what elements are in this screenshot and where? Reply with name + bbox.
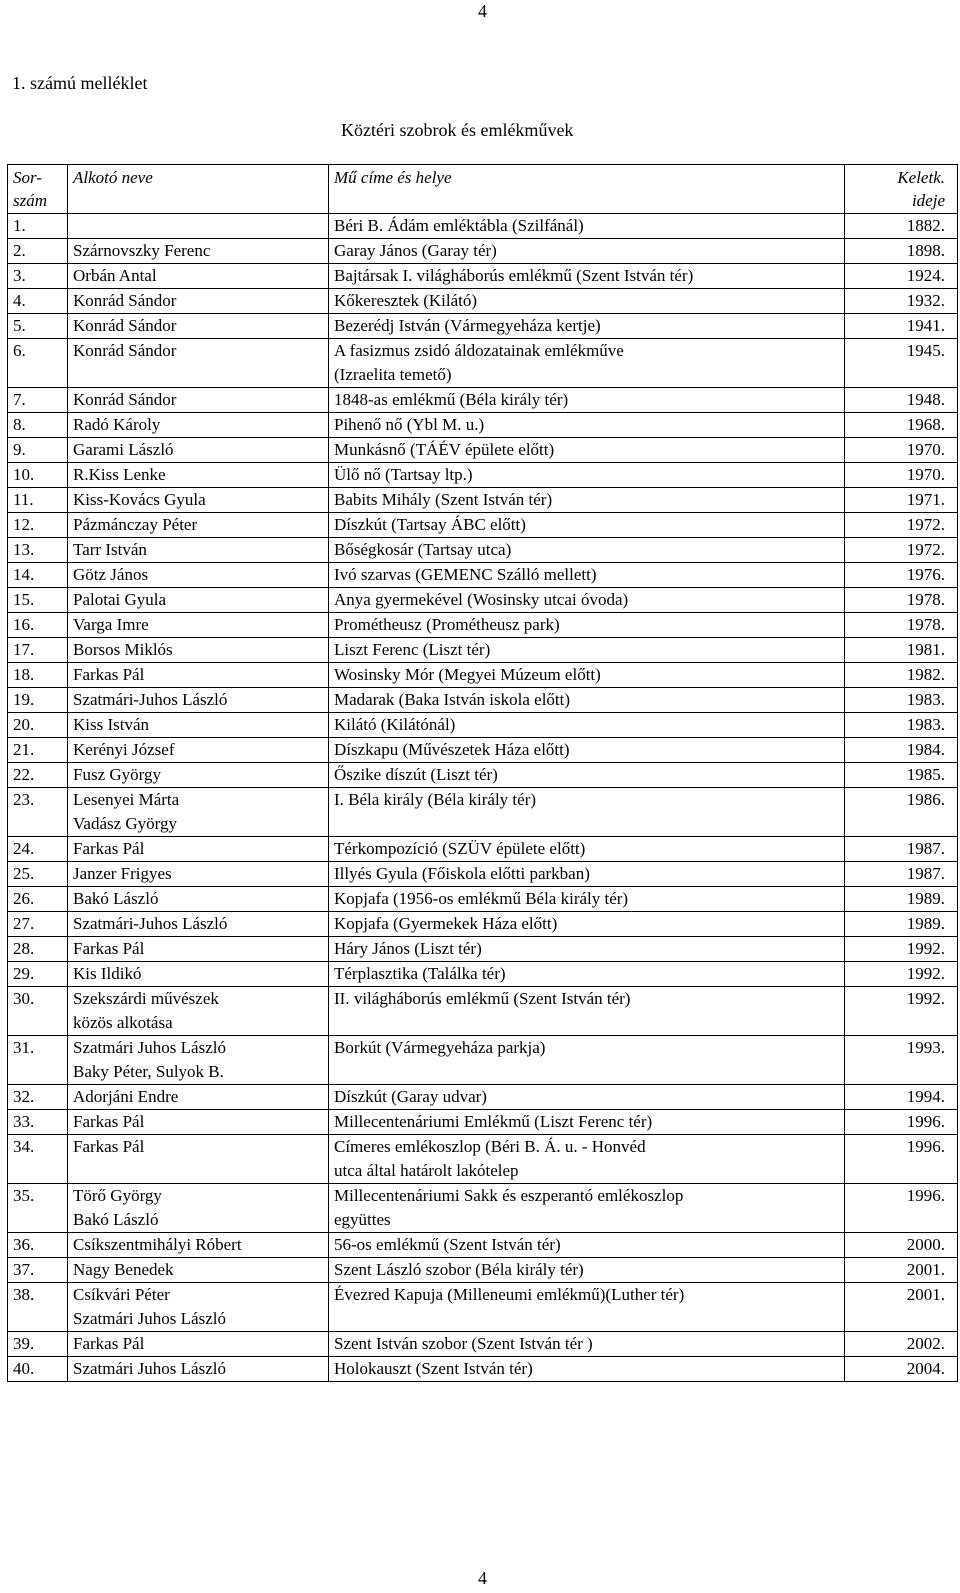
work-title: Madarak (Baka István iskola előtt) [334, 690, 571, 709]
work-title: Holokauszt (Szent István tér) [334, 1359, 533, 1378]
creation-year: 1987. [845, 862, 958, 887]
table-row [8, 314, 958, 339]
row-number: 17. [8, 638, 68, 663]
work-title: II. világháborús emlékmű (Szent István tér) [334, 989, 631, 1008]
creation-year: 1989. [845, 912, 958, 937]
work-title: 56-os emlékmű (Szent István tér) [334, 1235, 561, 1254]
row-number: 34. [8, 1135, 68, 1184]
creation-year: 1994. [845, 1085, 958, 1110]
table-row [8, 1184, 958, 1233]
work-cell [329, 912, 845, 937]
artist-name: Kerényi József [73, 740, 175, 759]
work-cell [329, 738, 845, 763]
artist-name: Baky Péter, Sulyok B. [73, 1062, 224, 1081]
artist-cell [68, 588, 329, 613]
table-row [8, 638, 958, 663]
table-row [8, 688, 958, 713]
table-row [8, 837, 958, 862]
row-number: 26. [8, 887, 68, 912]
work-cell [329, 763, 845, 788]
row-number: 29. [8, 962, 68, 987]
artist-name: Kiss-Kovács Gyula [73, 490, 206, 509]
page-number-top: 4 [478, 1, 487, 21]
artist-cell [68, 1135, 329, 1184]
row-number: 2. [8, 239, 68, 264]
creation-year: 1978. [845, 613, 958, 638]
artist-name: Törő György [73, 1186, 162, 1205]
artist-cell [68, 413, 329, 438]
row-number: 30. [8, 987, 68, 1036]
work-cell [329, 887, 845, 912]
row-number: 32. [8, 1085, 68, 1110]
artist-name [73, 214, 324, 238]
work-cell [329, 1332, 845, 1357]
work-cell [329, 713, 845, 738]
artist-cell [68, 264, 329, 289]
artist-cell [68, 1085, 329, 1110]
work-title: Kopjafa (Gyermekek Háza előtt) [334, 914, 558, 933]
artist-cell [68, 563, 329, 588]
artist-cell [68, 239, 329, 264]
row-number: 15. [8, 588, 68, 613]
artist-cell [68, 663, 329, 688]
row-number: 7. [8, 388, 68, 413]
table-row [8, 613, 958, 638]
table-row [8, 962, 958, 987]
work-title: Kilátó (Kilátónál) [334, 715, 456, 734]
artist-cell [68, 488, 329, 513]
creation-year: 1996. [845, 1135, 958, 1184]
creation-year: 1882. [845, 214, 958, 239]
work-cell [329, 937, 845, 962]
work-title: Prométheusz (Prométheusz park) [334, 615, 560, 634]
monuments-table [7, 164, 958, 1382]
header-number: Sor- szám [8, 165, 68, 214]
work-title: Garay János (Garay tér) [334, 241, 497, 260]
creation-year: 1982. [845, 663, 958, 688]
appendix-label: 1. számú melléklet [12, 73, 148, 93]
work-cell [329, 663, 845, 688]
row-number: 37. [8, 1258, 68, 1283]
table-row [8, 763, 958, 788]
work-cell [329, 239, 845, 264]
creation-year: 1992. [845, 937, 958, 962]
row-number: 39. [8, 1332, 68, 1357]
table-row [8, 413, 958, 438]
row-number: 12. [8, 513, 68, 538]
creation-year: 1981. [845, 638, 958, 663]
artist-name: Adorjáni Endre [73, 1087, 179, 1106]
creation-year: 1941. [845, 314, 958, 339]
work-title: Wosinsky Mór (Megyei Múzeum előtt) [334, 665, 601, 684]
creation-year: 1983. [845, 713, 958, 738]
artist-name: Garami László [73, 440, 174, 459]
work-title: Millecentenáriumi Emlékmű (Liszt Ferenc tér) [334, 1112, 653, 1131]
work-cell [329, 289, 845, 314]
artist-name: Varga Imre [73, 615, 149, 634]
table-row [8, 1357, 958, 1382]
artist-name: Lesenyei Márta [73, 790, 180, 809]
creation-year: 2001. [845, 1258, 958, 1283]
artist-cell [68, 713, 329, 738]
artist-name: Konrád Sándor [73, 341, 177, 360]
row-number: 38. [8, 1283, 68, 1332]
artist-cell [68, 763, 329, 788]
artist-cell [68, 788, 329, 837]
artist-name: Csíkvári Péter [73, 1285, 170, 1304]
creation-year: 1932. [845, 289, 958, 314]
artist-cell [68, 912, 329, 937]
artist-name: Szatmári-Juhos László [73, 914, 228, 933]
work-title: Bajtársak I. világháborús emlékmű (Szent István tér) [334, 266, 694, 285]
work-cell [329, 1110, 845, 1135]
artist-name: Bakó László [73, 889, 159, 908]
table-row [8, 339, 958, 388]
row-number: 11. [8, 488, 68, 513]
artist-name: Radó Károly [73, 415, 161, 434]
row-number: 6. [8, 339, 68, 388]
creation-year: 2002. [845, 1332, 958, 1357]
header-artist: Alkotó neve [68, 165, 329, 214]
artist-cell [68, 738, 329, 763]
artist-name: közös alkotása [73, 1013, 173, 1032]
row-number: 23. [8, 788, 68, 837]
work-title: Évezred Kapuja (Milleneumi emlékmű)(Luther tér) [334, 1285, 685, 1304]
artist-name: Pázmánczay Péter [73, 515, 198, 534]
document-title: Köztéri szobrok és emlékművek [341, 120, 574, 140]
work-cell [329, 1258, 845, 1283]
table-row [8, 738, 958, 763]
table-row [8, 663, 958, 688]
table-row [8, 538, 958, 563]
artist-name: Tarr István [73, 540, 147, 559]
work-cell [329, 1036, 845, 1085]
work-title: Ivó szarvas (GEMENC Szálló mellett) [334, 565, 597, 584]
table-row [8, 463, 958, 488]
table-row [8, 1233, 958, 1258]
work-title: Díszkút (Tartsay ÁBC előtt) [334, 515, 526, 534]
table-row [8, 912, 958, 937]
artist-name: Kiss István [73, 715, 150, 734]
row-number: 36. [8, 1233, 68, 1258]
artist-cell [68, 339, 329, 388]
row-number: 4. [8, 289, 68, 314]
row-number: 16. [8, 613, 68, 638]
work-title: A fasizmus zsidó áldozatainak emlékműve [334, 341, 624, 360]
work-cell [329, 1085, 845, 1110]
work-cell [329, 563, 845, 588]
work-title: Bezerédj István (Vármegyeháza kertje) [334, 316, 601, 335]
table-row [8, 588, 958, 613]
artist-name: Szatmári-Juhos László [73, 690, 228, 709]
work-title: Borkút (Vármegyeháza parkja) [334, 1038, 546, 1057]
row-number: 22. [8, 763, 68, 788]
creation-year: 1986. [845, 788, 958, 837]
work-cell [329, 788, 845, 837]
row-number: 5. [8, 314, 68, 339]
creation-year: 1992. [845, 987, 958, 1036]
artist-cell [68, 513, 329, 538]
work-title: Címeres emlékoszlop (Béri B. Á. u. - Honvéd [334, 1137, 646, 1156]
row-number: 10. [8, 463, 68, 488]
creation-year: 1996. [845, 1184, 958, 1233]
row-number: 21. [8, 738, 68, 763]
row-number: 1. [8, 214, 68, 239]
table-row [8, 987, 958, 1036]
table-row [8, 563, 958, 588]
creation-year: 1996. [845, 1110, 958, 1135]
artist-cell [68, 837, 329, 862]
header-work: Mű címe és helye [329, 165, 845, 214]
artist-cell [68, 388, 329, 413]
work-cell [329, 339, 845, 388]
table-row [8, 862, 958, 887]
work-cell [329, 862, 845, 887]
artist-name: Farkas Pál [73, 939, 145, 958]
work-title: Munkásnő (TÁÉV épülete előtt) [334, 440, 555, 459]
row-number: 14. [8, 563, 68, 588]
work-cell [329, 513, 845, 538]
work-cell [329, 1135, 845, 1184]
creation-year: 1972. [845, 538, 958, 563]
creation-year: 1983. [845, 688, 958, 713]
work-title: Térkompozíció (SZÜV épülete előtt) [334, 839, 586, 858]
work-cell [329, 962, 845, 987]
artist-name: Konrád Sándor [73, 390, 177, 409]
creation-year: 1993. [845, 1036, 958, 1085]
row-number: 35. [8, 1184, 68, 1233]
creation-year: 1945. [845, 339, 958, 388]
work-cell [329, 1357, 845, 1382]
creation-year: 1898. [845, 239, 958, 264]
work-cell [329, 837, 845, 862]
artist-cell [68, 1184, 329, 1233]
creation-year: 1948. [845, 388, 958, 413]
work-title: Béri B. Ádám emléktábla (Szilfánál) [334, 216, 584, 235]
artist-name: Farkas Pál [73, 1112, 145, 1131]
work-title: Szent László szobor (Béla király tér) [334, 1260, 584, 1279]
row-number: 31. [8, 1036, 68, 1085]
work-title: 1848-as emlékmű (Béla király tér) [334, 390, 569, 409]
work-title: Babits Mihály (Szent István tér) [334, 490, 553, 509]
table-row [8, 1036, 958, 1085]
table-header-row [8, 165, 958, 214]
artist-cell [68, 1357, 329, 1382]
creation-year: 1984. [845, 738, 958, 763]
work-title: Kopjafa (1956-os emlékmű Béla király tér) [334, 889, 629, 908]
artist-name: Csíkszentmihályi Róbert [73, 1235, 242, 1254]
creation-year: 1989. [845, 887, 958, 912]
artist-cell [68, 1233, 329, 1258]
work-cell [329, 688, 845, 713]
table-row [8, 1332, 958, 1357]
creation-year: 2001. [845, 1283, 958, 1332]
work-title: Háry János (Liszt tér) [334, 939, 482, 958]
artist-name: Konrád Sándor [73, 316, 177, 335]
table-row [8, 214, 958, 239]
artist-name: Farkas Pál [73, 1334, 145, 1353]
table-row [8, 1258, 958, 1283]
creation-year: 1971. [845, 488, 958, 513]
creation-year: 1970. [845, 463, 958, 488]
row-number: 40. [8, 1357, 68, 1382]
artist-cell [68, 289, 329, 314]
table-row [8, 289, 958, 314]
work-cell [329, 314, 845, 339]
creation-year: 2004. [845, 1357, 958, 1382]
creation-year: 1924. [845, 264, 958, 289]
artist-name: Farkas Pál [73, 1137, 145, 1156]
table-row [8, 239, 958, 264]
work-title: Őszike díszút (Liszt tér) [334, 765, 498, 784]
artist-name: Götz János [73, 565, 149, 584]
artist-cell [68, 613, 329, 638]
artist-cell [68, 1332, 329, 1357]
work-cell [329, 264, 845, 289]
artist-name: Vadász György [73, 814, 178, 833]
row-number: 27. [8, 912, 68, 937]
artist-name: Fusz György [73, 765, 161, 784]
table-row [8, 438, 958, 463]
table-row [8, 937, 958, 962]
creation-year: 1970. [845, 438, 958, 463]
table-row [8, 1135, 958, 1184]
table-row [8, 1085, 958, 1110]
work-title: Illyés Gyula (Főiskola előtti parkban) [334, 864, 590, 883]
work-cell [329, 1184, 845, 1233]
creation-year: 1978. [845, 588, 958, 613]
row-number: 13. [8, 538, 68, 563]
work-title: Liszt Ferenc (Liszt tér) [334, 640, 491, 659]
table-row [8, 887, 958, 912]
artist-name: Nagy Benedek [73, 1260, 174, 1279]
artist-cell [68, 214, 329, 239]
artist-name: Bakó László [73, 1210, 159, 1229]
work-title: Millecentenáriumi Sakk és eszperantó emlékoszlop [334, 1186, 684, 1205]
work-title: Pihenő nő (Ybl M. u.) [334, 415, 485, 434]
page-number-bottom: 4 [478, 1568, 487, 1588]
artist-cell [68, 1258, 329, 1283]
work-title: (Izraelita temető) [334, 365, 452, 384]
artist-cell [68, 887, 329, 912]
artist-cell [68, 538, 329, 563]
artist-cell [68, 937, 329, 962]
work-cell [329, 438, 845, 463]
work-cell [329, 613, 845, 638]
artist-cell [68, 314, 329, 339]
work-cell [329, 588, 845, 613]
work-cell [329, 413, 845, 438]
creation-year: 1976. [845, 563, 958, 588]
artist-name: Orbán Antal [73, 266, 157, 285]
row-number: 33. [8, 1110, 68, 1135]
row-number: 3. [8, 264, 68, 289]
work-title: együttes [334, 1210, 391, 1229]
artist-name: Farkas Pál [73, 839, 145, 858]
row-number: 19. [8, 688, 68, 713]
artist-cell [68, 638, 329, 663]
row-number: 24. [8, 837, 68, 862]
row-number: 28. [8, 937, 68, 962]
header-date: Keletk. ideje [845, 165, 958, 214]
work-cell [329, 488, 845, 513]
work-title: Ülő nő (Tartsay ltp.) [334, 465, 473, 484]
artist-name: Palotai Gyula [73, 590, 167, 609]
work-title: Díszkapu (Művészetek Háza előtt) [334, 740, 570, 759]
table-row [8, 488, 958, 513]
table-row [8, 1283, 958, 1332]
artist-name: R.Kiss Lenke [73, 465, 166, 484]
table-row [8, 1110, 958, 1135]
artist-name: Farkas Pál [73, 665, 145, 684]
artist-cell [68, 987, 329, 1036]
artist-name: Szatmári Juhos László [73, 1309, 226, 1328]
artist-name: Szekszárdi művészek [73, 989, 219, 1008]
creation-year: 1992. [845, 962, 958, 987]
table-row [8, 513, 958, 538]
artist-cell [68, 862, 329, 887]
work-title: Térplasztika (Találka tér) [334, 964, 506, 983]
artist-name: Szatmári Juhos László [73, 1359, 226, 1378]
artist-cell [68, 1036, 329, 1085]
work-cell [329, 1283, 845, 1332]
work-cell [329, 463, 845, 488]
artist-name: Janzer Frigyes [73, 864, 172, 883]
row-number: 25. [8, 862, 68, 887]
artist-name: Szárnovszky Ferenc [73, 241, 211, 260]
work-title: Kőkeresztek (Kilátó) [334, 291, 478, 310]
table-row [8, 264, 958, 289]
artist-name: Kis Ildikó [73, 964, 142, 983]
creation-year: 2000. [845, 1233, 958, 1258]
work-title: Díszkút (Garay udvar) [334, 1087, 487, 1106]
row-number: 20. [8, 713, 68, 738]
row-number: 9. [8, 438, 68, 463]
work-cell [329, 987, 845, 1036]
artist-cell [68, 463, 329, 488]
artist-cell [68, 962, 329, 987]
table-row [8, 388, 958, 413]
creation-year: 1987. [845, 837, 958, 862]
work-cell [329, 1233, 845, 1258]
creation-year: 1968. [845, 413, 958, 438]
artist-name: Konrád Sándor [73, 291, 177, 310]
row-number: 8. [8, 413, 68, 438]
artist-name: Szatmári Juhos László [73, 1038, 226, 1057]
work-title: I. Béla király (Béla király tér) [334, 790, 537, 809]
creation-year: 1985. [845, 763, 958, 788]
row-number: 18. [8, 663, 68, 688]
work-cell [329, 638, 845, 663]
artist-cell [68, 438, 329, 463]
artist-name: Borsos Miklós [73, 640, 173, 659]
creation-year: 1972. [845, 513, 958, 538]
table-row [8, 788, 958, 837]
work-cell [329, 538, 845, 563]
artist-cell [68, 1283, 329, 1332]
table-row [8, 713, 958, 738]
artist-cell [68, 688, 329, 713]
artist-cell [68, 1110, 329, 1135]
work-title: Szent István szobor (Szent István tér ) [334, 1334, 593, 1353]
work-title: Bőségkosár (Tartsay utca) [334, 540, 512, 559]
work-cell [329, 388, 845, 413]
work-cell [329, 214, 845, 239]
work-title: utca által határolt lakótelep [334, 1161, 519, 1180]
work-title: Anya gyermekével (Wosinsky utcai óvoda) [334, 590, 629, 609]
